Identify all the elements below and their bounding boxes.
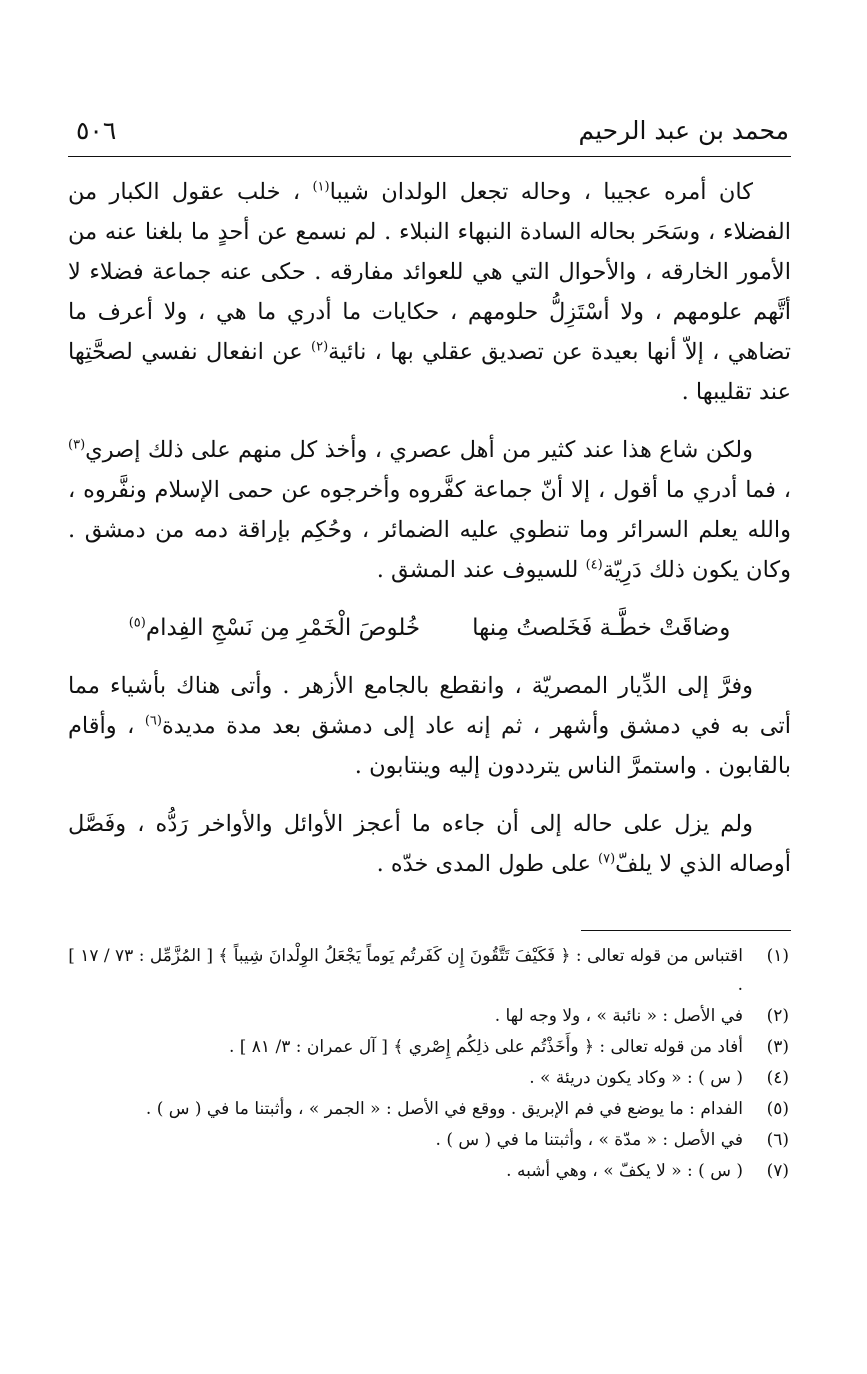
page-header: [68, 112, 791, 157]
footnote-item: [68, 1033, 791, 1062]
footnote-item: [68, 1126, 791, 1155]
footnote-ref-2[interactable]: (٢): [311, 339, 329, 355]
footnote-number: (١): [766, 946, 789, 966]
footnote-item: [68, 1064, 791, 1093]
footnote-text: اقتباس من قوله تعالى : ﴿ فَكَيْفَ تَتَّقُونَ إِن كَفَرتُم يَوماً يَجْعَلُ الوِلْدانَ شِيباً ﴾ [ المُزَّمِّل : ٧٣ / ١٧ ] .: [68, 946, 743, 995]
footnote-text: ( س ) : « وكاد يكون دريئة » .: [529, 1068, 743, 1088]
footnote-text: أفاد من قوله تعالى : ﴿ وأَخَذْتُم على ذلِكُم إِصْري ﴾ [ آل عمران : ٣/ ٨١ ] .: [228, 1037, 743, 1057]
paragraph-2: ولكن شاع هذا عند كثير من أهل عصري ، وأخذ كل منهم على ذلك إصري$^{(٣)}$ ، فما أدري ما أقول ، إلا أنّ جماعة كفَّروه وأخرجوه عن حمى الإسلام ونفَّروه ، والله يعلم السرائر وما تنطوي عليه الضمائر ، وحُكِم بإراقة دمه من دمشق . وكان يكون ذلك دَرِيّة$^{(٤)}$ للسيوف عند المشق .: [68, 437, 791, 583]
footnote-text: الفدام : ما يوضع في فم الإبريق . ووقع في الأصل : « الجمر » ، وأثبتنا ما في ( س ) .: [145, 1099, 743, 1119]
footnote-ref-7[interactable]: (٧): [598, 851, 616, 867]
footnotes: [68, 942, 791, 1188]
paragraph-3: وفرَّ إلى الدِّيار المصريّة ، وانقطع بالجامع الأزهر . وأتى هناك بأشياء مما أتى به في دمشق وأشهر ، ثم إنه عاد إلى دمشق بعد مدة مديدة$^{(٦)}$ ، وأقام بالقابون . واستمرَّ الناس يترددون إليه وينتابون .: [68, 673, 792, 779]
footnote-ref-6[interactable]: (٦): [144, 713, 162, 729]
paragraph-1: كان أمره عجيبا ، وحاله تجعل الولدان شيبا$^{(١)}$ ، خلب عقول الكبار من الفضلاء ، وسَحَر بحاله السادة النبهاء النبلاء . لم نسمع عن أحدٍ ما بلغنا عنه من الأمور الخارقه ، والأحوال التي هي للعوائد مفارقه . حكى عنه جماعة فضلاء لا أتَّهم علومهم ، ولا أسْتَزِلُّ حلومهم ، حكايات ما أدري ما هي ، ولا أعرف ما تضاهي ، إلاّ أنها بعيدة عن تصديق عقلي بها ، نائية$^{(٢)}$ عن انفعال نفسي لصحَّتِها عند تقليبها .: [68, 179, 791, 405]
paragraph-4: ولم يزل على حاله إلى أن جاءه ما أعجز الأوائل والأواخر رَدُّه ، وفَصَّل أوصاله الذي لا يلفّ$^{(٧)}$ على طول المدى خدّه .: [68, 811, 791, 877]
footnote-ref-4[interactable]: (٤): [585, 557, 603, 573]
footnote-number: (٤): [766, 1068, 789, 1088]
verse-hemistich-1: وضاقَتْ خطَّـة فَخَلصتُ مِنها: [472, 615, 731, 641]
footnote-separator: [581, 930, 791, 931]
verse-line: [68, 608, 791, 648]
verse-hemistich-2: خُلوصَ الْخَمْرِ مِن نَسْجِ الفِدام$^{(٥)}$: [128, 615, 421, 641]
footnote-ref-5[interactable]: (٥): [128, 615, 146, 631]
footnote-item: [68, 942, 791, 1000]
footnote-text: في الأصل : « مدّة » ، وأثبتنا ما في ( س ) .: [435, 1130, 743, 1150]
page-number: ٥٠٦: [76, 116, 117, 145]
footnote-text: في الأصل : « نائبة » ، ولا وجه لها .: [494, 1006, 743, 1026]
footnote-item: [68, 1002, 791, 1031]
footnote-number: (٥): [766, 1099, 789, 1119]
footnote-ref-3[interactable]: (٣): [68, 437, 86, 453]
footnote-text: ( س ) : « لا يكفّ » ، وهي أشبه .: [506, 1161, 743, 1181]
footnote-number: (٧): [766, 1161, 789, 1181]
footnote-number: (٦): [766, 1130, 789, 1150]
footnote-ref-1[interactable]: (١): [312, 179, 330, 195]
footnote-number: (٢): [766, 1006, 789, 1026]
footnote-item: [68, 1095, 791, 1124]
footnote-item: [68, 1157, 791, 1186]
running-head: محمد بن عبد الرحيم: [578, 116, 789, 145]
main-text: [68, 172, 791, 902]
footnote-number: (٣): [766, 1037, 789, 1057]
